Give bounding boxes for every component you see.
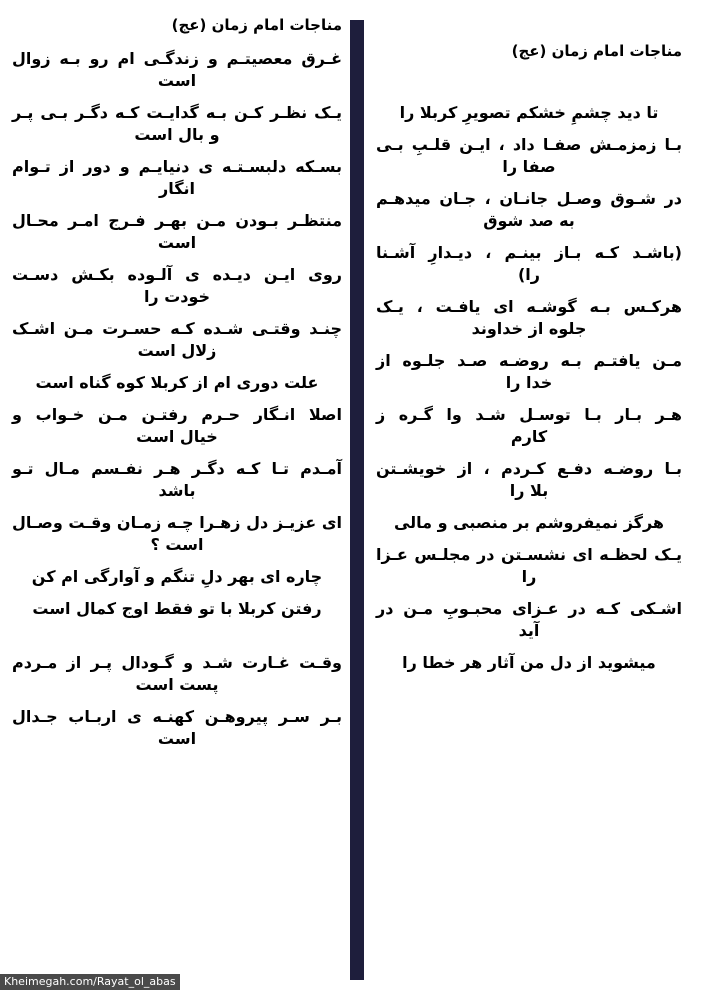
poem-line: صفا را [502, 157, 556, 176]
poem-line: آمـدم تـا کـه دگـر هـر نفـسم مـال تـو [12, 459, 342, 478]
right-poem-title: مناجات امام زمان (عج) [511, 42, 682, 60]
stanza-gap [12, 630, 342, 652]
poem-line: جلوه از خداوند [471, 319, 587, 338]
poem-line: علت دوری ام از کربلا کوه گناه است [35, 373, 319, 392]
poem-line: اصلا انـگار حـرم رفتـن مـن خـواب و [12, 405, 342, 424]
poem-line: کارم [510, 427, 548, 446]
poem-line: است ؟ [150, 535, 204, 554]
poem-line: تا دید چشمِ خشکم تصویرِ کربلا را [399, 103, 659, 122]
poem-line: (باشـد کـه بـاز بینـم ، دیـدارِ آشـنا [376, 243, 682, 262]
left-poem-title: مناجات امام زمان (عج) [171, 16, 342, 34]
left-poem-lines [12, 48, 342, 750]
poem-line: را [521, 567, 537, 586]
right-poem-lines [376, 102, 682, 674]
poem-line: را) [517, 265, 540, 284]
column-divider [350, 20, 364, 980]
poem-line: بسـکه دلبسـتـه ی دنیایـم و دور از تـوام [12, 157, 342, 176]
poem-line: یـک نظـر کـن بـه گدایـت کـه دگـر بـی پـر [12, 103, 342, 122]
poem-line: هـر بـار بـا توسـل شـد وا گـره ز [376, 405, 682, 424]
poem-line: باشد [158, 481, 196, 500]
poem-line: و بال است [134, 125, 220, 144]
poem-line: انگار [158, 179, 195, 198]
poem-line: رفتن کربلا با تو فقط اوج کمال است [32, 599, 322, 618]
poem-line: خدا را [505, 373, 553, 392]
right-poem-column [376, 40, 682, 684]
poem-line: است [157, 729, 197, 748]
poem-line: در شـوق وصـل جانـان ، جـان میدهـم [376, 189, 682, 208]
poem-line: به صد شوق [483, 211, 575, 230]
poem-line: آید [518, 621, 540, 640]
poem-line: ای عزیـز دل زهـرا چـه زمـان وقـت وصـال [12, 513, 342, 532]
poem-line: روی ایـن دیـده ی آلـوده بکـش دسـت [12, 265, 342, 284]
poem-line: میشوید از دل من آثار هر خطا را [402, 653, 656, 672]
poem-line: است [157, 233, 197, 252]
poem-line: مـن یافتـم بـه روضـه صـد جلـوه از [376, 351, 682, 370]
poem-line: اشـکی کـه در عـزای محبـوبِ مـن در [376, 599, 682, 618]
poem-line: بلا را [509, 481, 549, 500]
poem-line: پست است [135, 675, 219, 694]
poem-line: منتظـر بـودن مـن بهـر فـرج امـر محـال [12, 211, 342, 230]
poem-line: بـر سـر پیروهـن کهنـه ی اربـاب جـدال [12, 707, 342, 726]
poem-line: است [157, 71, 197, 90]
poem-line: خیال است [136, 427, 218, 446]
poem-line: یـک لحظـه ای نشسـتن در مجلـس عـزا [376, 545, 682, 564]
poem-line: هرگز نمیفروشم بر منصبی و مالی [393, 513, 665, 532]
poem-line: خودت را [143, 287, 211, 306]
left-poem-column [12, 14, 342, 760]
poem-line: چنـد وقتـی شـده کـه حسـرت مـن اشـک [12, 319, 342, 338]
poem-line: چاره ای بهر دلِ تنگم و آوارگی ام کن [31, 567, 323, 586]
site-watermark: Kheimegah.com/Rayat_ol_abas [0, 974, 180, 990]
poem-line: هرکـس بـه گوشـه ای یافـت ، یـک [376, 297, 682, 316]
poem-line: زلال است [137, 341, 217, 360]
poem-line: بـا روضـه دفـع کـردم ، از خویشـتن [376, 459, 682, 478]
poem-line: وقـت غـارت شـد و گـودال پـر از مـردم [12, 653, 342, 672]
poem-line: بـا زمزمـش صفـا داد ، ایـن قلـبِ بـی [376, 135, 682, 154]
poem-line: غـرق معصیتـم و زندگـی ام رو بـه زوال [12, 49, 342, 68]
